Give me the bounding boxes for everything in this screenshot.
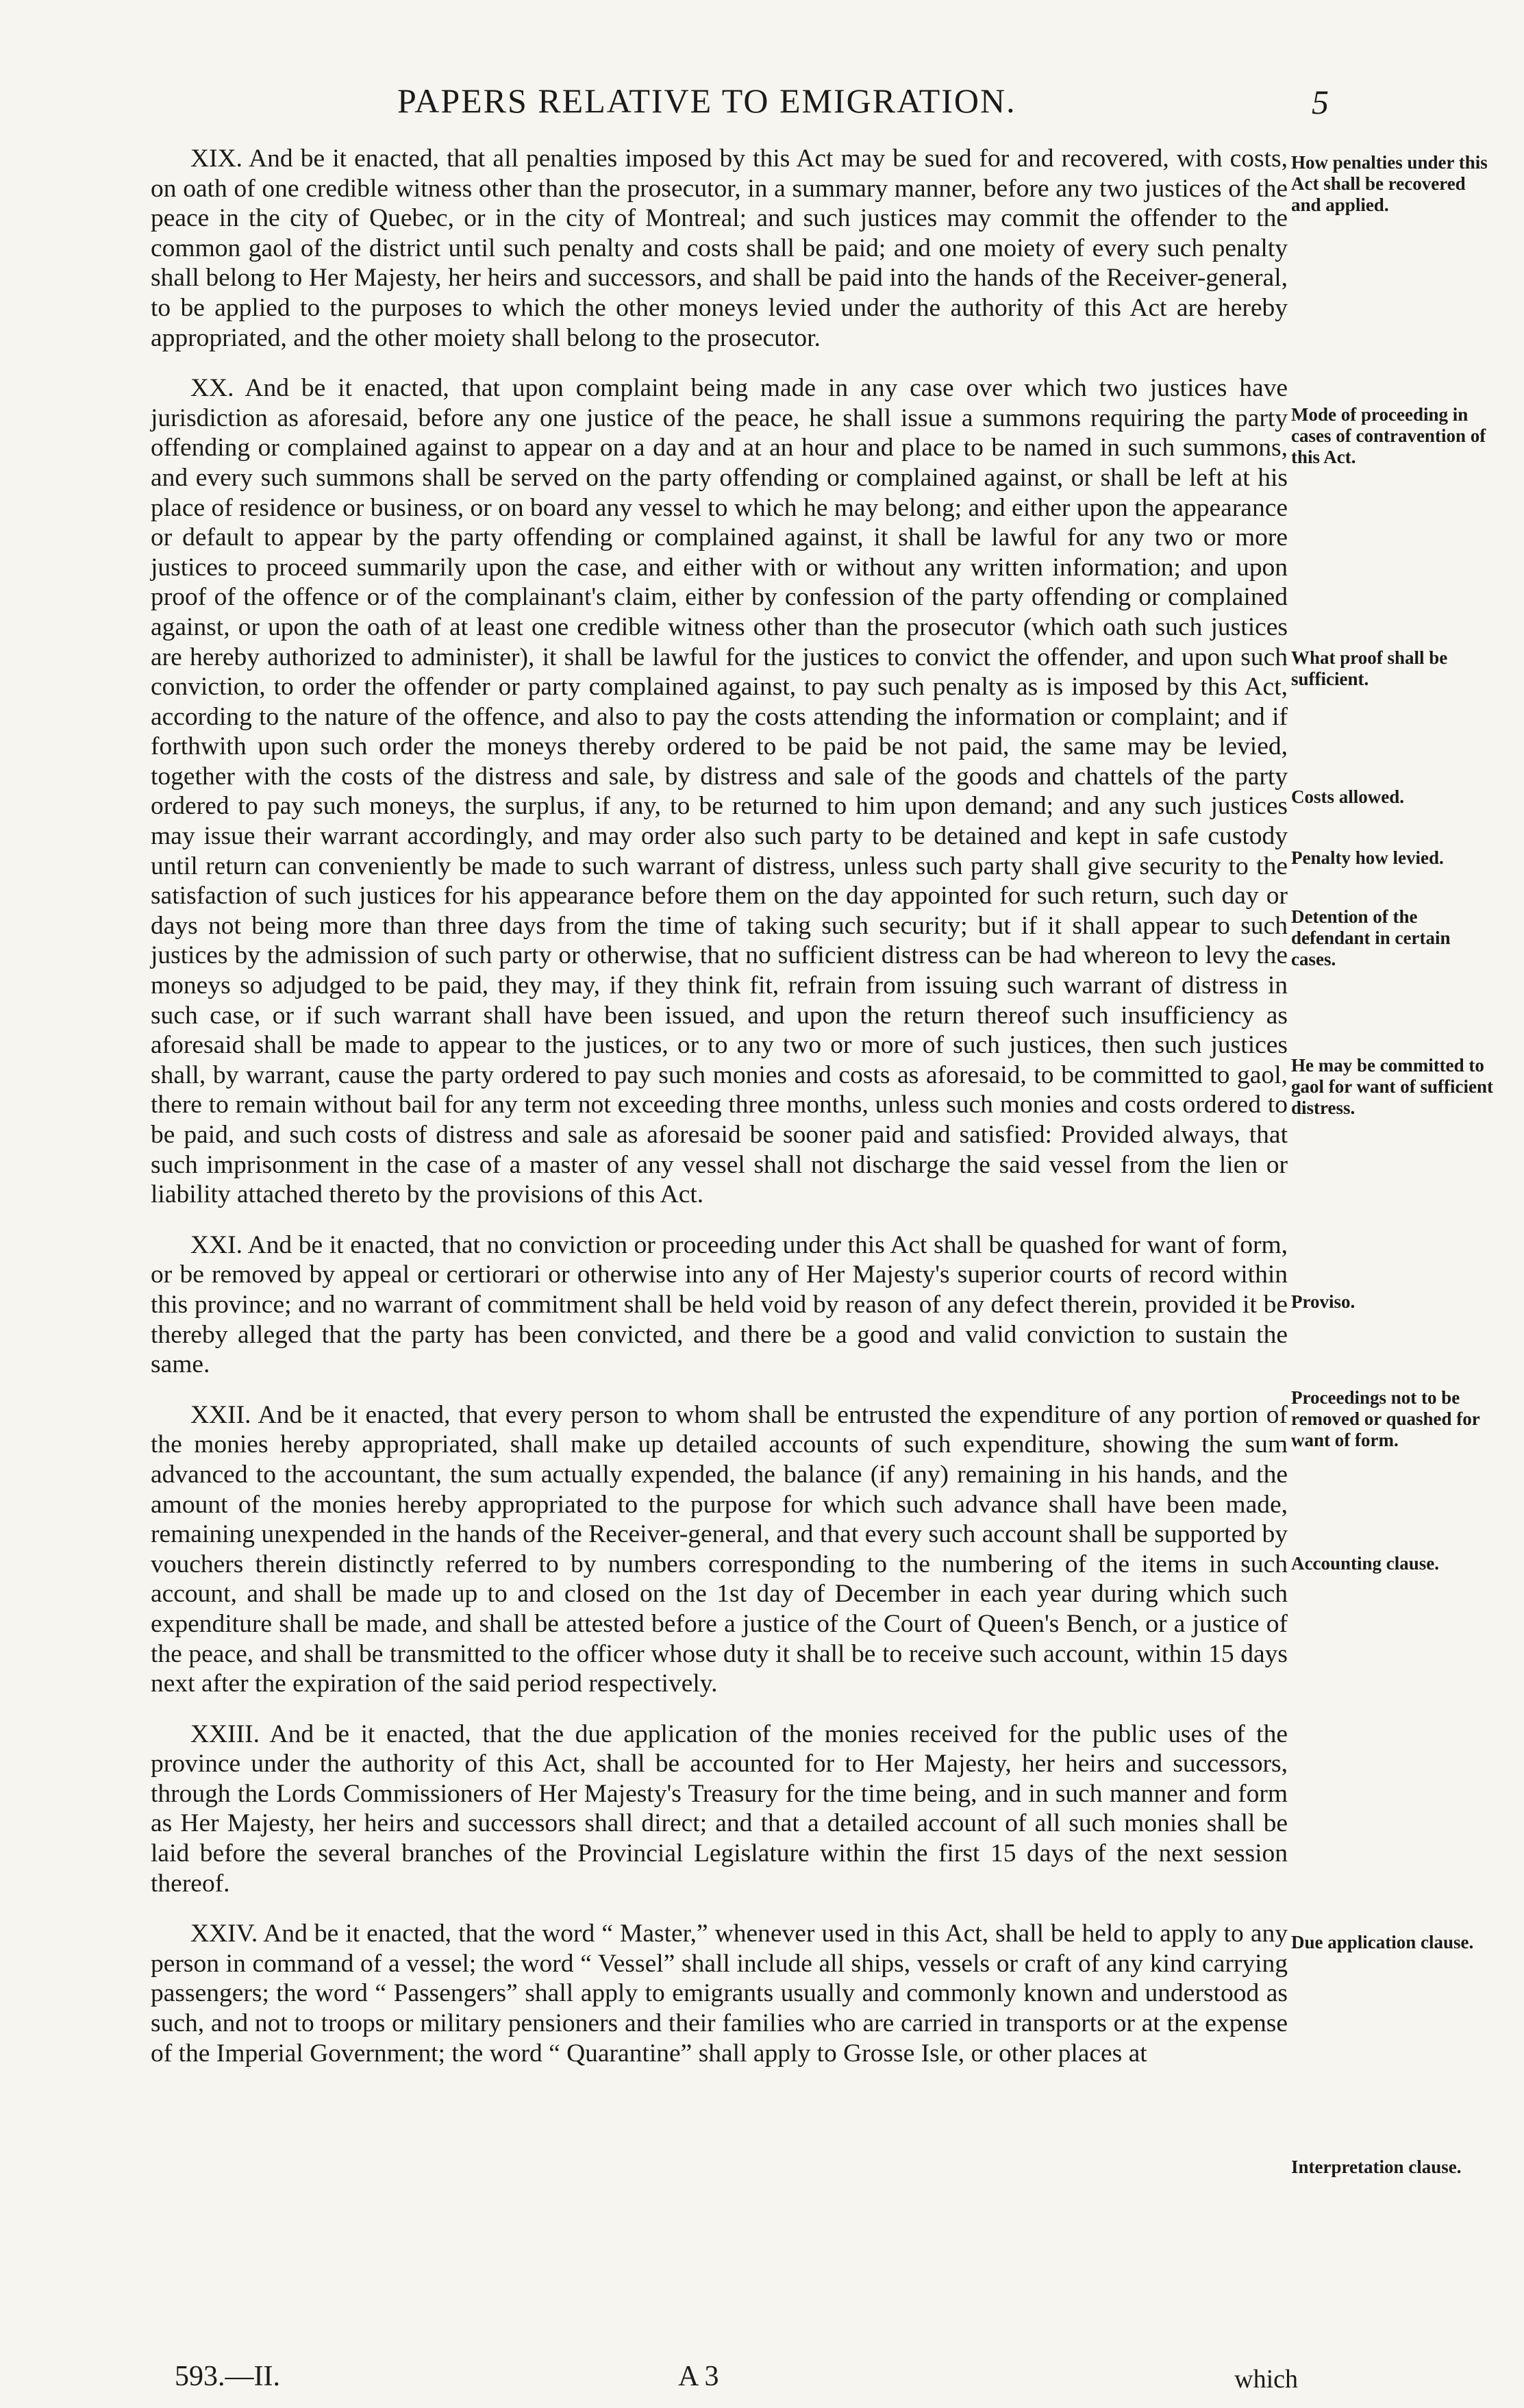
- section-xxiv: XXIV. And be it enacted, that the word “ Master,” whenever used in this Act, shall be held to apply to any person in command of a vessel; the word “ Vessel” shall include all ships, vessels or craft of any kind carrying passengers; the word “ Passengers” shall apply to emigrants usually and commonly known and understood as such, and not to troops or military pensioners and their families who are carried in transports or at the expense of the Imperial Government; the word “ Quarantine” shall apply to Grosse Isle, or other places at: [151, 1920, 1288, 2068]
- margin-note-proceedings: Proceedings not to be removed or quashed for want of form.: [1291, 1387, 1480, 1450]
- section-xx: XX. And be it enacted, that upon complaint being made in any case over which two justices have jurisdiction as aforesaid, before any one justice of the peace, he shall issue a summons requiring the party offending or complained against to appear on a day and at an hour and place to be named in such summons, and every such summons shall be served on the party offending or complained against, or shall be left at his place of residence or business, or on board any vessel to which he may belong; and either upon the appearance or default to appear by the party offending or complained against, it shall be lawful for any two or more justices to proceed summarily upon the case, and either with or without any written information; and upon proof of the offence or of the complainant's claim, either by confession of the party offending or complained against, or upon the oath of at least one credible witness other than the prosecutor (which oath such justices are hereby authorized to administer), it shall be lawful for the justices to convict the offender, and upon such conviction, to order the offender or party complained against, to pay such penalty as is imposed by this Act, according to the nature of the offence, and also to pay the costs attending the information or complaint; and if forthwith upon such order the moneys thereby ordered to be paid be not paid, the same may be levied, together with the costs of the distress and sale, by distress and sale of the goods and chattels of the party ordered to pay such moneys, the surplus, if any, to be returned to him upon demand; and any such justices may issue their warrant accordingly, and may order also such party to be detained and kept in safe custody until return can conveniently be made to such warrant of distress, unless such party shall give security to the satisfaction of such justices for his appearance before them on the day appointed for such return, such day or days not being more than three days from the time of taking such security; but if it shall appear to such justices by the admission of such party or otherwise, that no sufficient distress can be had whereon to levy the moneys so adjudged to be paid, they may, if they think fit, refrain from issuing such warrant of distress in such case, or if such warrant shall have been issued, and upon the return thereof such insufficiency as aforesaid shall be made to appear to the justices, or to any two or more of such justices, then such justices shall, by warrant, cause the party ordered to pay such monies and costs as aforesaid, to be committed to gaol, there to remain without bail for any term not exceeding three months, unless such monies and costs ordered to be paid, and such costs of distress and sale as aforesaid be sooner paid and satisfied: Provided always, that such imprisonment in the case of a master of any vessel shall not discharge the said vessel from the lien or liability attached thereto by the provisions of this Act.: [151, 374, 1288, 1209]
- margin-note-mode-of-proceeding: Mode of proceeding in cases of contravention of this Act.: [1291, 404, 1486, 467]
- section-xxi: XXI. And be it enacted, that no conviction or proceeding under this Act shall be quashed for want of form, or be removed by appeal or certiorari or otherwise into any of Her Majesty's superior courts of record within this province; and no warrant of commitment shall be held void by reason of any defect therein, provided it be thereby alleged that the party has been convicted, and there be a good and valid conviction to sustain the same.: [151, 1230, 1288, 1379]
- margin-note-due-application: Due application clause.: [1291, 1932, 1474, 1952]
- margin-note-gaol: He may be committed to gaol for want of sufficient distress.: [1291, 1055, 1493, 1118]
- main-text-column: [151, 144, 1288, 2089]
- margin-note-proviso: Proviso.: [1291, 1291, 1356, 1312]
- page-title: PAPERS RELATIVE TO EMIGRATION.: [397, 82, 1016, 120]
- signature-mark: 593.—II.: [175, 2361, 280, 2392]
- section-xix: XIX. And be it enacted, that all penalties imposed by this Act may be sued for and recovered, with costs, on oath of one credible witness other than the prosecutor, in a summary manner, before any two justices of the peace in the city of Quebec, or in the city of Montreal; and such justices may commit the offender to the common gaol of the district until such penalty and costs shall be paid; and one moiety of every such penalty shall belong to Her Majesty, her heirs and successors, and shall be paid into the hands of the Receiver-general, to be applied to the purposes to which the other moneys levied under the authority of this Act are hereby appropriated, and the other moiety shall belong to the prosecutor.: [151, 145, 1288, 352]
- margin-note-detention: Detention of the defendant in certain cases.: [1291, 906, 1451, 969]
- margin-note-penalties: How penalties under this Act shall be recovered and applied.: [1291, 152, 1488, 215]
- page-number: 5: [1312, 83, 1329, 121]
- margin-note-costs: Costs allowed.: [1291, 786, 1405, 807]
- running-header: [178, 81, 1329, 129]
- margin-note-interpretation: Interpretation clause.: [1291, 2157, 1462, 2177]
- section-xxiii: XXIII. And be it enacted, that the due application of the monies received for the public uses of the province under the authority of this Act, shall be accounted for to Her Majesty, her heirs and successors, through the Lords Commissioners of Her Majesty's Treasury for the time being, and in such manner and form as Her Majesty, her heirs and successors shall direct; and that a detailed account of all such monies shall be laid before the several branches of the Provincial Legislature within the first 15 days of the next session thereof.: [151, 1720, 1288, 1898]
- margin-note-penalty-levied: Penalty how levied.: [1291, 847, 1444, 868]
- page-footer: [175, 2360, 1298, 2394]
- section-xxii: XXII. And be it enacted, that every person to whom shall be entrusted the expenditure of any portion of the monies hereby appropriated, shall make up detailed accounts of such expenditure, showing the sum advanced to the accountant, the sum actually expended, the balance (if any) remaining in his hands, and the amount of the monies hereby appropriated to the purpose for which such advance shall have been made, remaining unexpended in the hands of the Receiver-general, and that every such account shall be supported by vouchers therein distinctly referred to by numbers corresponding to the numbering of the items in such account, and shall be made up to and closed on the 1st day of December in each year during which such expenditure shall be made, and shall be attested before a justice of the Court of Queen's Bench, or a justice of the peace, and shall be transmitted to the officer whose duty it shall be to receive such account, within 15 days next after the expiration of the said period respectively.: [151, 1400, 1288, 1698]
- sheet-mark: A 3: [678, 2361, 719, 2392]
- catchword: which: [1234, 2365, 1298, 2394]
- margin-note-proof: What proof shall be sufficient.: [1291, 647, 1448, 689]
- margin-note-accounting: Accounting clause.: [1291, 1553, 1439, 1574]
